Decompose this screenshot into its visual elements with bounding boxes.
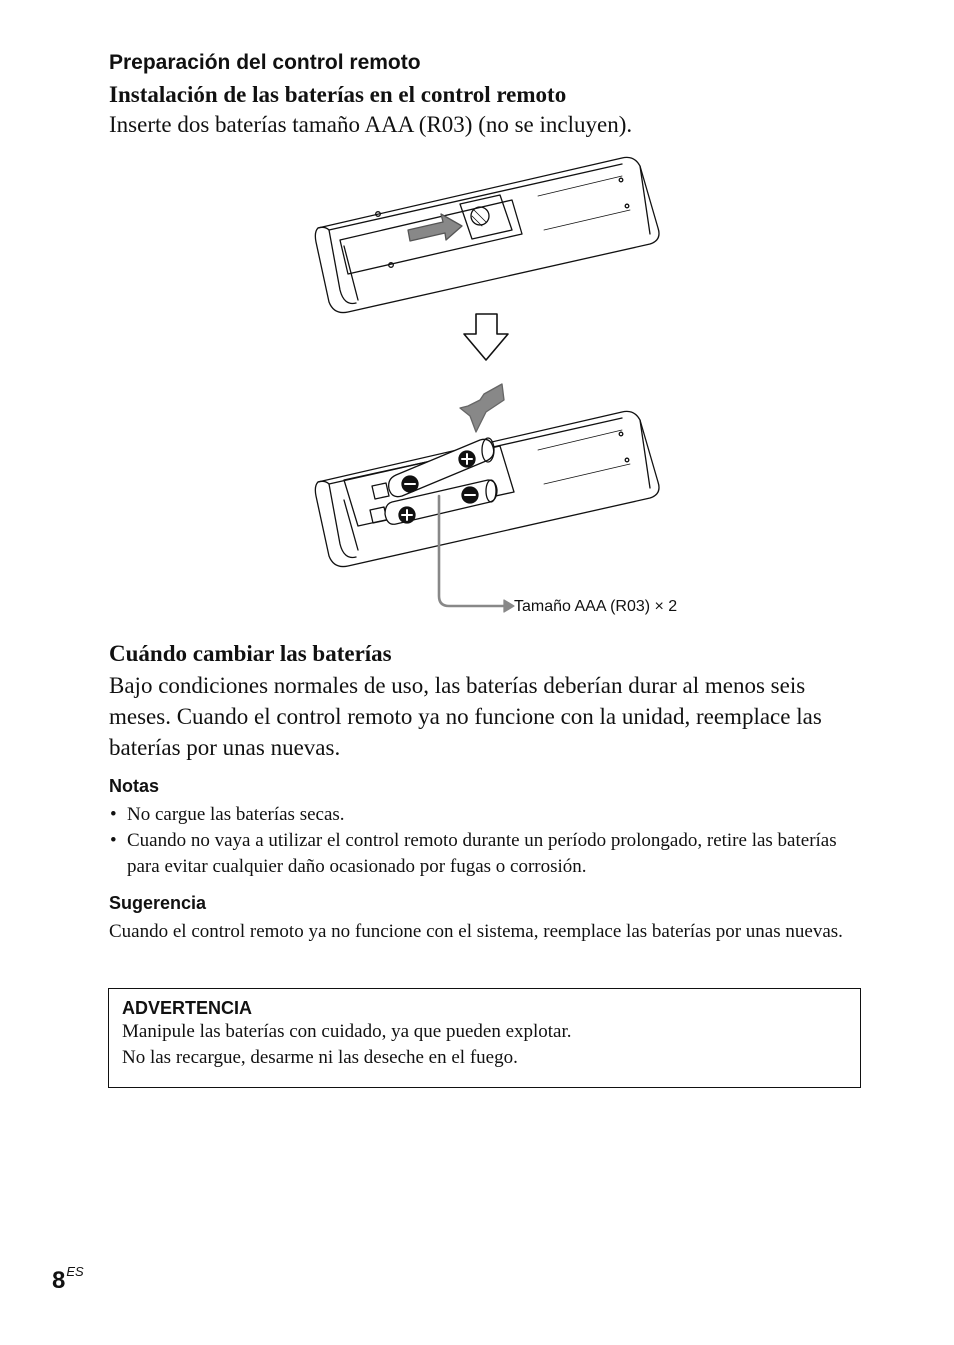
tip-heading: Sugerencia: [109, 893, 207, 913]
subheading-battery-install: Instalación de las baterías en el control remoto: [109, 82, 567, 107]
remote-battery-figure: [300, 150, 730, 630]
note-item: [109, 802, 869, 828]
replace-batteries-heading: Cuándo cambiar las baterías: [109, 641, 392, 666]
intro-text: Inserte dos baterías tamaño AAA (R03) (no se incluyen).: [109, 112, 633, 137]
notes-list: [109, 802, 869, 880]
insert-arrow-icon: [460, 384, 504, 432]
page-language: ES: [66, 1264, 84, 1279]
tip-text: Cuando el control remoto ya no funcione con el sistema, reemplace las baterías por unas nuevas.: [109, 921, 843, 942]
notes-heading: Notas: [109, 776, 160, 796]
page-number: [52, 1264, 84, 1295]
warning-heading: ADVERTENCIA: [122, 998, 253, 1018]
replace-batteries-text: Bajo condiciones normales de uso, las baterías deberían durar al menos seis meses. Cuando el control remoto ya no funcione con la unidad, reemplace las baterías por unas nuevas.: [109, 673, 822, 760]
bullet-icon: •: [110, 804, 117, 825]
note-text: Cuando no vaya a utilizar el control remoto durante un período prolongado, retire las baterías para evitar cualquier daño ocasionado por fugas o corrosión.: [127, 830, 837, 877]
page-number-value: 8: [52, 1267, 66, 1294]
down-arrow-icon: [464, 314, 508, 360]
warning-line-1: Manipule las baterías con cuidado, ya que pueden explotar.: [122, 1021, 572, 1042]
battery-size-label: Tamaño AAA (R03) × 2: [514, 598, 678, 615]
callout-arrow-icon: [504, 600, 514, 612]
section-title: Preparación del control remoto: [109, 51, 421, 74]
note-text: No cargue las baterías secas.: [127, 804, 345, 825]
bullet-icon: •: [110, 830, 117, 851]
warning-box: [108, 988, 861, 1088]
warning-line-2: No las recargue, desarme ni las deseche en el fuego.: [122, 1047, 518, 1068]
note-item: [109, 828, 869, 880]
remote-cover-closed-illustration: [315, 157, 659, 312]
